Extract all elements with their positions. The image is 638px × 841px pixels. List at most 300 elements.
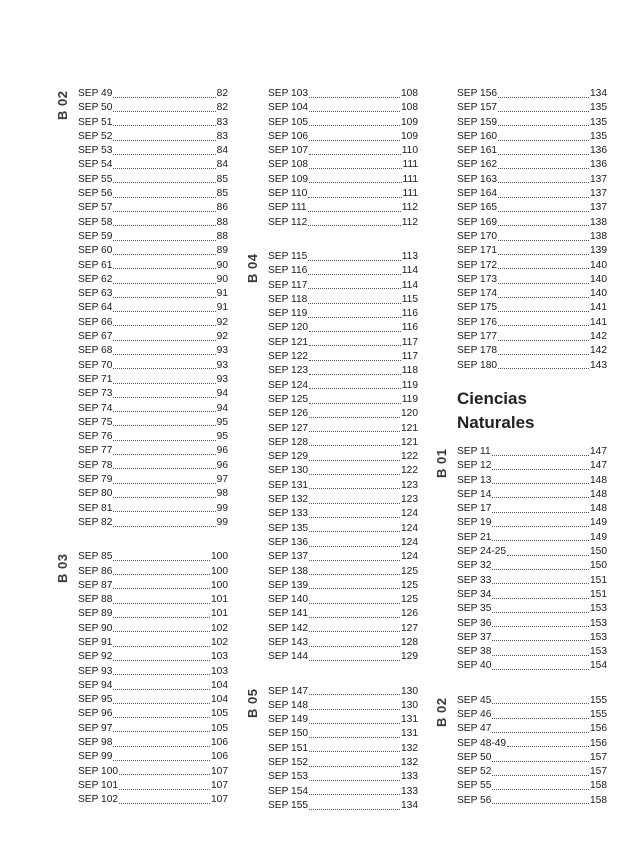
index-entry xyxy=(457,708,607,722)
entry-page-number: 114 xyxy=(401,265,418,277)
entry-label: SEP 149 xyxy=(268,714,309,726)
dot-leader xyxy=(309,631,400,632)
entry-page-number: 129 xyxy=(401,651,418,663)
index-entry xyxy=(457,516,607,530)
entry-page-number: 158 xyxy=(590,780,607,792)
dot-leader xyxy=(113,588,210,589)
entry-page-number: 132 xyxy=(401,757,418,769)
entry-label: SEP 61 xyxy=(78,259,113,271)
entry-label: SEP 101 xyxy=(78,779,119,791)
entry-label: SEP 88 xyxy=(78,594,113,606)
entry-label: SEP 159 xyxy=(457,116,498,128)
index-entry xyxy=(268,479,418,493)
entry-page-number: 137 xyxy=(590,202,607,214)
index-entry xyxy=(457,230,607,244)
index-entry xyxy=(78,693,228,707)
entry-page-number: 86 xyxy=(216,202,228,214)
dot-leader xyxy=(113,168,215,169)
dot-leader xyxy=(309,766,400,767)
index-entry xyxy=(457,173,607,187)
entry-label: SEP 116 xyxy=(268,265,308,277)
entry-page-number: 138 xyxy=(590,216,607,228)
index-entry xyxy=(78,636,228,650)
entry-page-number: 103 xyxy=(211,665,228,677)
index-entry xyxy=(457,273,607,287)
dot-leader xyxy=(309,460,400,461)
entry-label: SEP 74 xyxy=(78,402,113,414)
entry-label: SEP 12 xyxy=(457,460,492,472)
index-entry xyxy=(268,756,418,770)
entry-label: SEP 165 xyxy=(457,202,498,214)
entry-page-number: 85 xyxy=(216,188,228,200)
entry-label: SEP 19 xyxy=(457,517,492,529)
entry-label: SEP 100 xyxy=(78,765,119,777)
dot-leader xyxy=(113,197,215,198)
dot-leader xyxy=(309,488,400,489)
index-entry xyxy=(78,459,228,473)
entry-page-number: 100 xyxy=(211,551,228,563)
entry-label: SEP 71 xyxy=(78,373,113,385)
index-entry xyxy=(268,742,418,756)
entry-label: SEP 140 xyxy=(268,594,309,606)
entry-page-number: 100 xyxy=(211,565,228,577)
dot-leader xyxy=(498,254,589,255)
index-entry xyxy=(78,679,228,693)
entry-label: SEP 125 xyxy=(268,393,309,405)
dot-leader xyxy=(492,469,589,470)
index-entry xyxy=(457,751,607,765)
index-group xyxy=(55,87,228,530)
entry-page-number: 149 xyxy=(590,531,607,543)
block-label: B 02 xyxy=(55,90,70,120)
index-entry xyxy=(78,130,228,144)
entry-label: SEP 62 xyxy=(78,273,113,285)
entry-label: SEP 33 xyxy=(457,574,492,586)
index-column-1 xyxy=(55,87,228,808)
dot-leader xyxy=(113,660,210,661)
dot-leader xyxy=(309,111,400,112)
entry-page-number: 130 xyxy=(401,685,418,697)
entry-label: SEP 127 xyxy=(268,422,309,434)
dot-leader xyxy=(309,431,400,432)
dot-leader xyxy=(113,497,215,498)
dot-leader xyxy=(492,512,589,513)
dot-leader xyxy=(492,703,589,704)
entry-page-number: 112 xyxy=(401,202,418,214)
entry-page-number: 82 xyxy=(216,102,228,114)
dot-leader xyxy=(113,383,215,384)
group-spacer xyxy=(78,530,228,550)
entry-page-number: 140 xyxy=(590,259,607,271)
index-entry xyxy=(78,707,228,721)
dot-leader xyxy=(492,583,589,584)
dot-leader xyxy=(113,397,215,398)
entry-label: SEP 96 xyxy=(78,708,113,720)
entry-page-number: 92 xyxy=(216,316,228,328)
entry-label: SEP 152 xyxy=(268,757,309,769)
entry-label: SEP 98 xyxy=(78,737,113,749)
entry-page-number: 84 xyxy=(216,159,228,171)
entry-label: SEP 118 xyxy=(268,293,308,305)
entry-page-number: 117 xyxy=(401,351,418,363)
index-group xyxy=(434,445,607,674)
dot-leader xyxy=(492,789,589,790)
entry-label: SEP 173 xyxy=(457,273,498,285)
dot-leader xyxy=(113,440,215,441)
dot-leader xyxy=(113,454,215,455)
index-entry xyxy=(457,531,607,545)
index-entry xyxy=(78,622,228,636)
index-entry xyxy=(268,187,418,201)
dot-leader xyxy=(492,718,589,719)
dot-leader xyxy=(309,97,400,98)
index-entry xyxy=(78,116,228,130)
index-entry xyxy=(268,101,418,115)
index-entry xyxy=(78,779,228,793)
index-entry xyxy=(268,250,418,264)
entry-label: SEP 104 xyxy=(268,102,309,114)
index-entry xyxy=(457,287,607,301)
dot-leader xyxy=(113,631,210,632)
entry-label: SEP 123 xyxy=(268,365,309,377)
index-entry xyxy=(457,602,607,616)
entry-page-number: 122 xyxy=(401,451,418,463)
index-entry xyxy=(457,659,607,673)
index-entry xyxy=(457,87,607,101)
section-heading xyxy=(457,387,607,435)
entry-label: SEP 135 xyxy=(268,522,309,534)
dot-leader xyxy=(492,526,589,527)
index-entry xyxy=(457,216,607,230)
entry-label: SEP 162 xyxy=(457,159,498,171)
index-entry xyxy=(78,301,228,315)
entry-page-number: 108 xyxy=(401,88,418,99)
entry-page-number: 83 xyxy=(216,116,228,128)
entry-label: SEP 13 xyxy=(457,474,492,486)
index-entry xyxy=(268,336,418,350)
entry-label: SEP 160 xyxy=(457,130,498,142)
dot-leader xyxy=(309,182,401,183)
entry-page-number: 147 xyxy=(590,445,607,457)
index-entry xyxy=(78,101,228,115)
index-entry xyxy=(268,158,418,172)
entry-label: SEP 109 xyxy=(268,173,309,185)
entry-page-number: 122 xyxy=(401,465,418,477)
entry-page-number: 151 xyxy=(590,574,607,586)
dot-leader xyxy=(492,626,589,627)
dot-leader xyxy=(309,574,400,575)
entry-label: SEP 97 xyxy=(78,722,113,734)
index-entry xyxy=(78,487,228,501)
dot-leader xyxy=(309,445,400,446)
entry-page-number: 131 xyxy=(401,714,418,726)
dot-leader xyxy=(498,111,589,112)
entry-label: SEP 11 xyxy=(457,445,491,457)
dot-leader xyxy=(309,709,400,710)
dot-leader xyxy=(113,746,210,747)
entry-page-number: 153 xyxy=(590,603,607,615)
entry-page-number: 119 xyxy=(401,379,418,391)
dot-leader xyxy=(113,125,215,126)
index-entry xyxy=(268,579,418,593)
index-entry xyxy=(268,464,418,478)
entry-label: SEP 172 xyxy=(457,259,498,271)
index-entry xyxy=(268,116,418,130)
index-entry xyxy=(268,379,418,393)
entry-page-number: 158 xyxy=(590,794,607,806)
index-entry xyxy=(78,750,228,764)
entry-page-number: 103 xyxy=(211,651,228,663)
dot-leader xyxy=(498,182,589,183)
index-entry xyxy=(457,301,607,315)
entry-label: SEP 78 xyxy=(78,459,113,471)
dot-leader xyxy=(498,97,589,98)
entry-label: SEP 64 xyxy=(78,302,113,314)
entry-page-number: 125 xyxy=(401,565,418,577)
index-entry xyxy=(78,516,228,530)
entry-page-number: 104 xyxy=(211,694,228,706)
dot-leader xyxy=(309,403,401,404)
index-entry xyxy=(78,330,228,344)
entry-label: SEP 180 xyxy=(457,359,498,371)
entry-label: SEP 81 xyxy=(78,502,113,514)
entry-page-number: 88 xyxy=(216,216,228,228)
entry-page-number: 147 xyxy=(590,460,607,472)
index-entry xyxy=(268,607,418,621)
entry-page-number: 142 xyxy=(590,331,607,343)
dot-leader xyxy=(309,780,400,781)
dot-leader xyxy=(309,751,400,752)
entry-label: SEP 147 xyxy=(268,685,309,697)
entry-label: SEP 120 xyxy=(268,322,309,334)
entry-page-number: 109 xyxy=(401,116,418,128)
dot-leader xyxy=(308,260,400,261)
entry-page-number: 121 xyxy=(401,436,418,448)
index-entry xyxy=(457,588,607,602)
entry-label: SEP 155 xyxy=(268,799,309,811)
index-entry xyxy=(78,230,228,244)
index-entry xyxy=(457,645,607,659)
index-entry xyxy=(457,765,607,779)
entry-page-number: 112 xyxy=(401,216,418,228)
entry-page-number: 135 xyxy=(590,130,607,142)
dot-leader xyxy=(309,531,400,532)
index-entry xyxy=(78,416,228,430)
entry-page-number: 140 xyxy=(590,288,607,300)
dot-leader xyxy=(113,560,210,561)
entry-page-number: 109 xyxy=(401,130,418,142)
dot-leader xyxy=(113,526,215,527)
entry-label: SEP 171 xyxy=(457,245,498,257)
index-entry xyxy=(457,187,607,201)
entry-page-number: 104 xyxy=(211,679,228,691)
dot-leader xyxy=(498,225,589,226)
entry-label: SEP 144 xyxy=(268,651,309,663)
dot-leader xyxy=(498,240,589,241)
dot-leader xyxy=(498,168,589,169)
dot-leader xyxy=(309,617,400,618)
entry-page-number: 124 xyxy=(401,536,418,548)
index-entry xyxy=(457,144,607,158)
entry-label: SEP 95 xyxy=(78,694,113,706)
dot-leader xyxy=(309,474,400,475)
index-entry xyxy=(268,727,418,741)
index-entry xyxy=(268,279,418,293)
entry-label: SEP 67 xyxy=(78,331,113,343)
entry-page-number: 157 xyxy=(590,751,607,763)
index-entry xyxy=(457,631,607,645)
index-entry xyxy=(78,387,228,401)
entry-page-number: 132 xyxy=(401,742,418,754)
index-entry xyxy=(268,799,418,813)
entry-page-number: 150 xyxy=(590,560,607,572)
entry-label: SEP 17 xyxy=(457,503,492,515)
entry-label: SEP 133 xyxy=(268,508,309,520)
index-group xyxy=(55,550,228,807)
entry-label: SEP 77 xyxy=(78,445,113,457)
dot-leader xyxy=(309,694,400,695)
entry-label: SEP 136 xyxy=(268,536,309,548)
section-heading-line: Ciencias xyxy=(457,388,527,408)
entry-label: SEP 80 xyxy=(78,488,113,500)
dot-leader xyxy=(492,669,589,670)
index-entry xyxy=(268,650,418,664)
entry-page-number: 143 xyxy=(590,359,607,371)
entry-label: SEP 59 xyxy=(78,230,113,242)
dot-leader xyxy=(309,168,401,169)
dot-leader xyxy=(308,225,400,226)
entry-label: SEP 121 xyxy=(268,336,309,348)
index-entry xyxy=(268,593,418,607)
dot-leader xyxy=(308,197,401,198)
index-entry xyxy=(457,617,607,631)
index-entry xyxy=(78,650,228,664)
entry-page-number: 114 xyxy=(401,279,418,291)
entry-page-number: 115 xyxy=(401,293,418,305)
entry-label: SEP 50 xyxy=(457,751,492,763)
entry-label: SEP 76 xyxy=(78,431,113,443)
entry-label: SEP 86 xyxy=(78,565,113,577)
entry-page-number: 97 xyxy=(216,474,228,486)
dot-leader xyxy=(113,111,215,112)
entry-label: SEP 45 xyxy=(457,694,492,706)
dot-leader xyxy=(498,154,589,155)
entry-page-number: 102 xyxy=(211,622,228,634)
index-entry xyxy=(268,685,418,699)
entry-page-number: 89 xyxy=(216,245,228,257)
dot-leader xyxy=(492,497,589,498)
index-entry xyxy=(268,770,418,784)
index-entry xyxy=(457,316,607,330)
index-entry xyxy=(457,722,607,736)
entry-page-number: 137 xyxy=(590,188,607,200)
entry-page-number: 99 xyxy=(216,516,228,528)
dot-leader xyxy=(492,455,589,456)
dot-leader xyxy=(309,388,401,389)
index-entry xyxy=(78,550,228,564)
entry-page-number: 118 xyxy=(401,365,418,377)
dot-leader xyxy=(113,674,210,675)
dot-leader xyxy=(309,140,400,141)
entry-page-number: 153 xyxy=(590,617,607,629)
entry-label: SEP 110 xyxy=(268,188,308,200)
group-spacer xyxy=(457,674,607,694)
index-entry xyxy=(457,259,607,273)
block-label: B 05 xyxy=(245,688,260,718)
index-entry xyxy=(268,436,418,450)
entry-label: SEP 106 xyxy=(268,130,309,142)
index-entry xyxy=(457,694,607,708)
index-entry xyxy=(268,216,418,230)
entry-page-number: 99 xyxy=(216,502,228,514)
dot-leader xyxy=(309,154,401,155)
dot-leader xyxy=(492,761,589,762)
entry-label: SEP 151 xyxy=(268,742,309,754)
dot-leader xyxy=(308,317,400,318)
entry-page-number: 123 xyxy=(401,479,418,491)
block-label: B 01 xyxy=(434,448,449,478)
dot-leader xyxy=(308,303,400,304)
entry-page-number: 130 xyxy=(401,699,418,711)
entry-label: SEP 141 xyxy=(268,608,309,620)
dot-leader xyxy=(309,603,400,604)
index-entry xyxy=(457,201,607,215)
index-group xyxy=(268,87,418,230)
dot-leader xyxy=(113,425,215,426)
dot-leader xyxy=(498,268,589,269)
entry-page-number: 88 xyxy=(216,230,228,242)
index-entry xyxy=(457,344,607,358)
dot-leader xyxy=(507,555,589,556)
entry-page-number: 95 xyxy=(216,416,228,428)
entry-page-number: 101 xyxy=(211,608,228,620)
dot-leader xyxy=(113,254,215,255)
entry-page-number: 149 xyxy=(590,517,607,529)
index-column-2 xyxy=(245,87,418,813)
dot-leader xyxy=(492,732,589,733)
index-entry xyxy=(268,493,418,507)
entry-page-number: 133 xyxy=(401,771,418,783)
index-entry xyxy=(268,321,418,335)
entry-page-number: 134 xyxy=(590,88,607,99)
entry-page-number: 95 xyxy=(216,431,228,443)
entry-label: SEP 124 xyxy=(268,379,309,391)
entry-page-number: 105 xyxy=(211,722,228,734)
index-entry xyxy=(268,622,418,636)
dot-leader xyxy=(492,775,589,776)
entry-page-number: 90 xyxy=(216,273,228,285)
index-entry xyxy=(457,459,607,473)
entry-page-number: 117 xyxy=(401,336,418,348)
dot-leader xyxy=(119,774,210,775)
entry-label: SEP 36 xyxy=(457,617,492,629)
dot-leader xyxy=(498,211,589,212)
index-entry xyxy=(78,444,228,458)
dot-leader xyxy=(498,340,589,341)
dot-leader xyxy=(309,646,400,647)
entry-page-number: 93 xyxy=(216,345,228,357)
entry-label: SEP 130 xyxy=(268,465,309,477)
dot-leader xyxy=(113,340,215,341)
dot-leader xyxy=(309,560,400,561)
entry-label: SEP 143 xyxy=(268,636,309,648)
entry-label: SEP 148 xyxy=(268,699,309,711)
entry-label: SEP 38 xyxy=(457,646,492,658)
entry-page-number: 94 xyxy=(216,388,228,400)
entry-page-number: 150 xyxy=(590,546,607,558)
entry-page-number: 138 xyxy=(590,230,607,242)
entry-label: SEP 128 xyxy=(268,436,309,448)
